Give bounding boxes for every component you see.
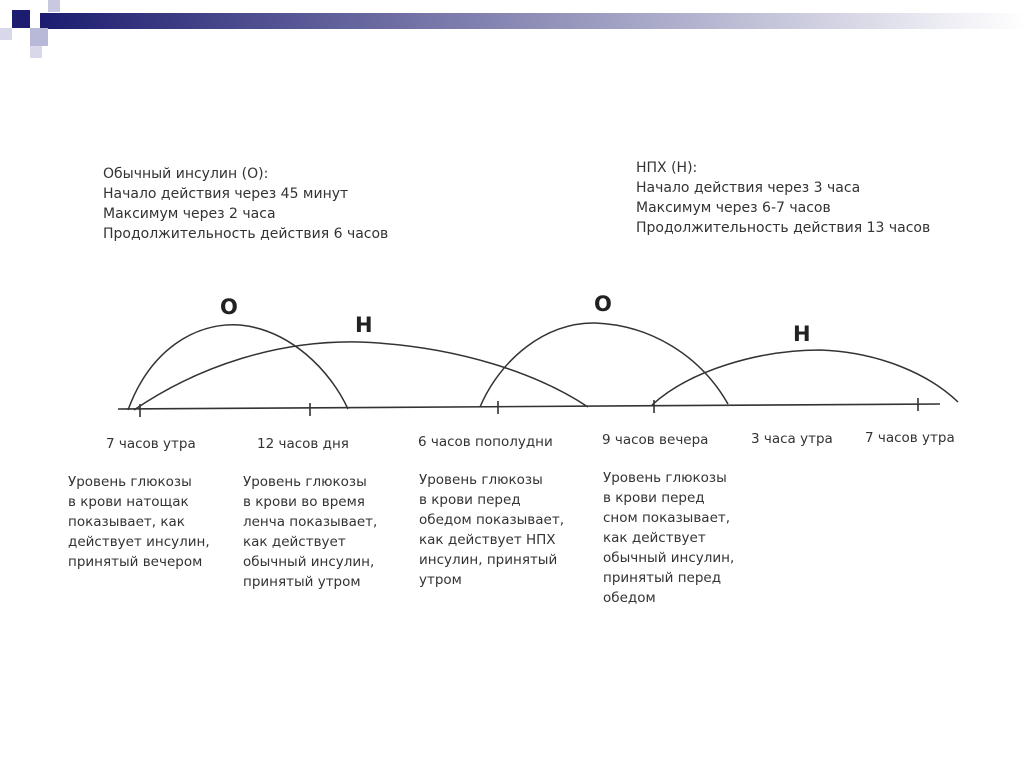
- nph-insulin-onset: Начало действия через 3 часа: [636, 180, 861, 196]
- description-line: принятый перед: [603, 570, 722, 586]
- description-line: обедом показывает,: [419, 512, 564, 528]
- nph-insulin-peak: Максимум через 6-7 часов: [636, 200, 831, 216]
- description-line: в крови натощак: [68, 494, 189, 510]
- description-line: как действует НПХ: [419, 532, 556, 548]
- description-line: сном показывает,: [603, 510, 731, 526]
- time-label-7am: 7 часов утра: [106, 436, 196, 452]
- description-12pm: [243, 472, 377, 592]
- description-line: утром: [419, 572, 462, 588]
- description-line: принятый утром: [243, 574, 361, 590]
- time-label-3am: 3 часа утра: [751, 431, 833, 447]
- description-line: Уровень глюкозы: [243, 474, 367, 490]
- description-line: обедом: [603, 590, 656, 606]
- regular-insulin-onset: Начало действия через 45 минут: [103, 186, 349, 202]
- description-line: показывает, как: [68, 514, 185, 530]
- regular-insulin-title: Обычный инсулин (О):: [103, 166, 269, 182]
- curve-regular-evening: [480, 323, 728, 407]
- description-line: действует инсулин,: [68, 534, 210, 550]
- description-7am: [68, 472, 210, 572]
- description-line: Уровень глюкозы: [68, 474, 192, 490]
- description-line: как действует: [243, 534, 346, 550]
- timeline-axis: [118, 404, 940, 409]
- description-line: в крови перед: [603, 490, 705, 506]
- curve-label-nph-2: Н: [793, 322, 811, 346]
- time-label-9pm: 9 часов вечера: [602, 432, 709, 448]
- curve-nph-evening: [652, 350, 958, 405]
- description-line: Уровень глюкозы: [603, 470, 727, 486]
- curve-label-nph-1: Н: [355, 313, 373, 337]
- description-line: обычный инсулин,: [603, 550, 735, 566]
- description-line: принятый вечером: [68, 554, 203, 570]
- time-label-12pm: 12 часов дня: [257, 436, 349, 452]
- regular-insulin-duration: Продолжительность действия 6 часов: [103, 226, 389, 242]
- curve-regular-morning: [128, 325, 348, 410]
- curve-label-regular-2: О: [594, 292, 612, 316]
- time-label-7am-next: 7 часов утра: [865, 430, 955, 446]
- regular-insulin-peak: Максимум через 2 часа: [103, 206, 276, 222]
- description-line: в крови во время: [243, 494, 365, 510]
- nph-insulin-info: [636, 158, 930, 238]
- curve-label-regular-1: О: [220, 295, 238, 319]
- description-9pm: [603, 468, 734, 608]
- regular-insulin-info: [103, 164, 388, 244]
- description-line: Уровень глюкозы: [419, 472, 543, 488]
- description-line: ленча показывает,: [243, 514, 378, 530]
- time-label-6pm: 6 часов пополудни: [418, 434, 553, 450]
- description-line: обычный инсулин,: [243, 554, 375, 570]
- description-line: как действует: [603, 530, 706, 546]
- description-line: в крови перед: [419, 492, 521, 508]
- nph-insulin-duration: Продолжительность действия 13 часов: [636, 220, 931, 236]
- nph-insulin-title: НПХ (Н):: [636, 160, 698, 176]
- description-line: инсулин, принятый: [419, 552, 558, 568]
- description-6pm: [419, 470, 564, 590]
